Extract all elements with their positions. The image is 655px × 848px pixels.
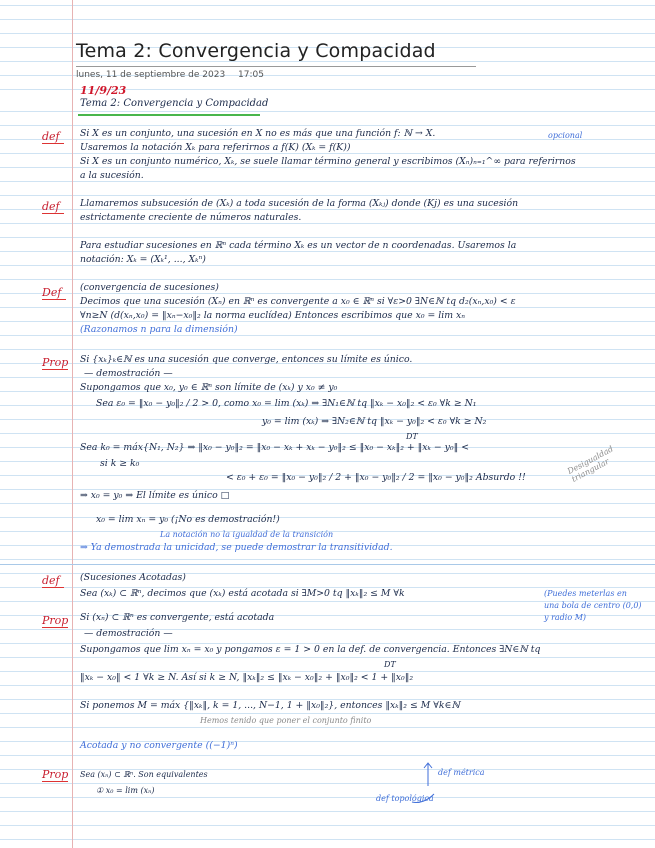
def2-line-2: estrictamente creciente de números naturales.	[80, 212, 302, 223]
def2-line-4: notación: Xₖ = (Xₖ¹, ..., Xₖⁿ)	[80, 254, 206, 265]
def1-line-2: Usaremos la notación Xₖ para referirnos a f(K) (Xₖ = f(K))	[80, 142, 351, 153]
prop2-line-3: Supongamos que lim xₙ = x₀ y pongamos ε = 1 > 0 en la def. de convergencia. Entonces ∃N∈ℕ tq	[80, 644, 541, 655]
def3-line-2: Decimos que una sucesión (Xₙ) en ℝⁿ es convergente a x₀ ∈ ℝⁿ si ∀ε>0 ∃N∈ℕ tq d₂(xₙ,x₀) < ε	[80, 296, 516, 307]
def-tag: def	[42, 200, 60, 213]
triangle-inequality-mark: DT	[406, 432, 418, 441]
triangle-inequality-mark: DT	[384, 660, 396, 669]
tag-underline	[42, 213, 64, 214]
tag-underline	[42, 781, 68, 782]
subtitle-underline	[78, 114, 260, 116]
def-tag: def	[42, 130, 60, 143]
handwritten-subtitle: Tema 2: Convergencia y Compacidad	[80, 98, 269, 109]
margin-line	[72, 0, 73, 848]
prop1-line-8: < ε₀ + ε₀ = ‖x₀ − y₀‖₂ / 2 + ‖x₀ − y₀‖₂ / 2 = ‖x₀ − y₀‖₂ Absurdo !!	[226, 472, 526, 483]
annotation-arrows	[410, 760, 450, 810]
def4-aside: (Puedes meterlas en una bola de centro (0,0) y radio M)	[544, 589, 642, 622]
def1-line-4: a la sucesión.	[80, 170, 144, 181]
page-time: 17:05	[238, 70, 264, 80]
equiv-line-2: ① x₀ = lim (xₙ)	[96, 786, 155, 795]
prop1-line-4: Sea ε₀ = ‖x₀ − y₀‖₂ / 2 > 0, como x₀ = lim (xₖ) ⇒ ∃N₁∈ℕ tq ‖xₖ − x₀‖₂ < ε₀ ∀k ≥ N₁	[96, 398, 477, 409]
prop1-line-11: La notación no la igualdad de la transición	[160, 530, 334, 539]
prop1-line-1: Si {xₖ}ₖ∈ℕ es una sucesión que converge, entonces su límite es único.	[80, 354, 413, 365]
tag-underline	[42, 627, 68, 628]
annotation-metric: def métrica	[438, 768, 485, 777]
section-divider	[0, 564, 655, 565]
prop2-line-4: ‖xₖ − x₀‖ < 1 ∀k ≥ N. Así si k ≥ N, ‖xₖ‖₂ ≤ ‖xₖ − x₀‖₂ + ‖x₀‖₂ < 1 + ‖x₀‖₂	[80, 672, 414, 683]
tag-underline	[42, 369, 68, 370]
prop1-line-3: Supongamos que x₀, y₀ ∈ ℝⁿ son límite de (xₖ) y x₀ ≠ y₀	[80, 382, 338, 393]
page-date: lunes, 11 de septiembre de 2023	[76, 70, 226, 80]
def1-line-3: Si X es un conjunto numérico, Xₖ, se suele llamar término general y escribimos (Xₙ)ₙ₌₁^∞ para referirnos	[80, 156, 576, 167]
def1-line-1: Si X es un conjunto, una sucesión en X no es más que una función f: ℕ → X.	[80, 128, 436, 139]
def3-line-3: ∀n≥N (d(xₙ,x₀) = ‖xₙ−x₀‖₂ la norma euclídea) Entonces escribimos que x₀ = lim xₙ	[80, 310, 466, 321]
handwritten-date: 11/9/23	[80, 84, 127, 97]
prop1-line-5: y₀ = lim (xₖ) ⇒ ∃N₂∈ℕ tq ‖xₖ − y₀‖₂ < ε₀ ∀k ≥ N₂	[262, 416, 487, 427]
prop1-line-2: — demostración —	[84, 368, 173, 379]
prop1-line-6: Sea k₀ = máx{N₁, N₂} ⇒ ‖x₀ − y₀‖₂ = ‖x₀ − xₖ + xₖ − y₀‖₂ ≤ ‖x₀ − xₖ‖₂ + ‖xₖ − y₀‖ <	[80, 442, 469, 453]
prop2-line-5: Si ponemos M = máx {‖xₖ‖, k = 1, ..., N−1, 1 + ‖x₀‖₂}, entonces ‖xₖ‖₂ ≤ M ∀k∈ℕ	[80, 700, 460, 711]
tag-underline	[42, 299, 66, 300]
prop1-line-12: ⇒ Ya demostrada la unicidad, se puede demostrar la transitividad.	[80, 542, 393, 553]
def-tag: def	[42, 574, 60, 587]
prop2-line-1: Si (xₙ) ⊂ ℝⁿ es convergente, está acotada	[80, 612, 275, 623]
tag-underline	[42, 587, 64, 588]
def1-aside: opcional	[548, 131, 583, 140]
prop2-line-2: — demostración —	[84, 628, 173, 639]
prop1-aside: Desigualdad triangular	[566, 444, 615, 484]
equiv-line-1: Sea (xₙ) ⊂ ℝⁿ. Son equivalentes	[80, 770, 208, 779]
def2-line-1: Llamaremos subsucesión de (Xₖ) a toda sucesión de la forma (Xₖⱼ) donde (Kj) es una sucesión	[80, 198, 519, 209]
tag-underline	[42, 143, 64, 144]
def2-line-3: Para estudiar sucesiones en ℝⁿ cada término Xₖ es un vector de n coordenadas. Usaremos la	[80, 240, 517, 251]
prop1-line-10: x₀ = lim xₙ = y₀ (¡No es demostración!)	[96, 514, 280, 525]
prop1-line-7: si k ≥ k₀	[100, 458, 140, 469]
example-line: Acotada y no convergente ((−1)ⁿ)	[80, 740, 238, 751]
page-title: Tema 2: Convergencia y Compacidad	[76, 40, 436, 62]
def3-line-1: (convergencia de sucesiones)	[80, 282, 219, 293]
prop2-line-6: Hemos tenido que poner el conjunto finito	[200, 716, 372, 725]
annotation-topological: def topológica	[376, 794, 434, 803]
prop1-line-9: ⇒ x₀ = y₀ ⇒ El límite es único □	[80, 490, 230, 501]
prop-tag: Prop	[42, 356, 69, 369]
prop-tag: Prop	[42, 768, 69, 781]
def3-line-4: (Razonamos n para la dimensión)	[80, 324, 238, 335]
title-underline	[76, 66, 476, 67]
def4-line-2: Sea (xₖ) ⊂ ℝⁿ, decimos que (xₖ) está acotada si ∃M>0 tq ‖xₖ‖₂ ≤ M ∀k	[80, 588, 405, 599]
def-tag: Def	[42, 286, 62, 299]
def4-line-1: (Sucesiones Acotadas)	[80, 572, 186, 583]
prop-tag: Prop	[42, 614, 69, 627]
